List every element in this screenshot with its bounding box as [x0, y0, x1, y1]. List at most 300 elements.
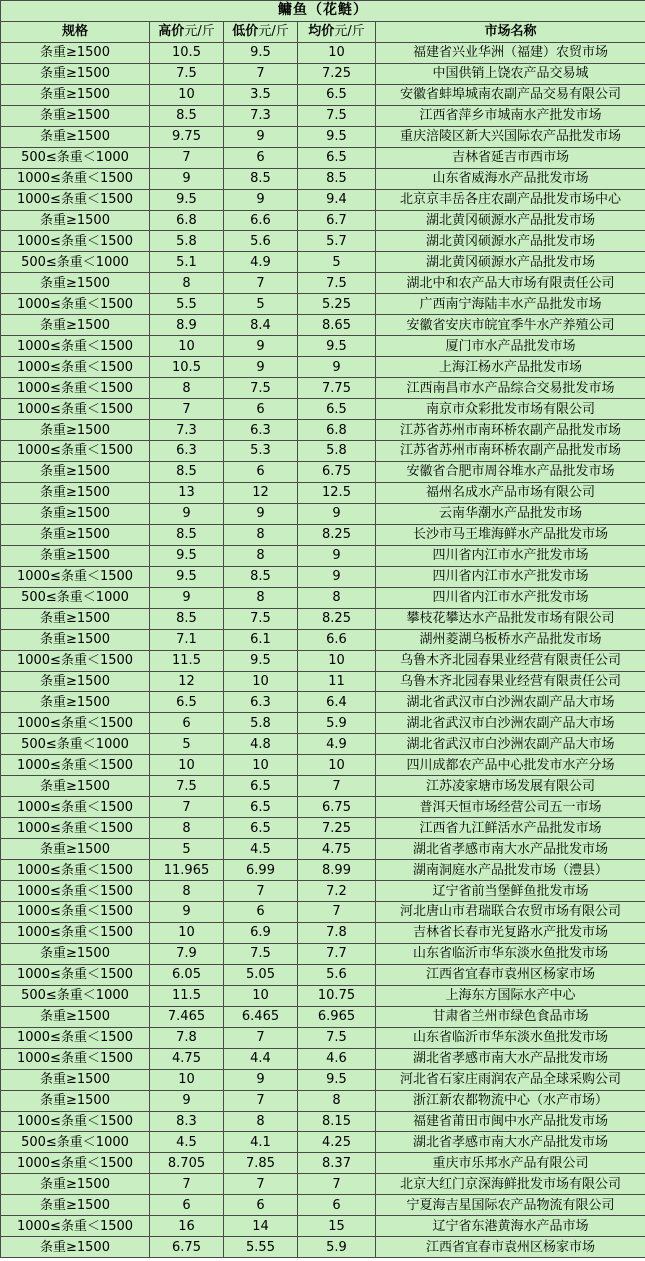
- cell-low: 7: [224, 63, 298, 84]
- cell-spec: 1000≤条重＜1500: [1, 964, 150, 985]
- cell-high: 9.5: [150, 545, 224, 566]
- cell-avg: 7.25: [298, 818, 376, 839]
- cell-spec: 1000≤条重＜1500: [1, 378, 150, 399]
- cell-high: 7.5: [150, 776, 224, 797]
- cell-avg: 6.7: [298, 210, 376, 231]
- table-row: [1, 901, 645, 922]
- cell-spec: 1000≤条重＜1500: [1, 797, 150, 818]
- cell-low: 9: [224, 1069, 298, 1090]
- cell-high: 8.3: [150, 1111, 224, 1132]
- table-row: [1, 881, 645, 902]
- table-row: [1, 503, 645, 524]
- cell-avg: 7: [298, 776, 376, 797]
- table-row: [1, 1174, 645, 1195]
- cell-market: 云南华潮水产品批发市场: [376, 503, 645, 524]
- cell-avg: 10: [298, 755, 376, 776]
- cell-avg: 11: [298, 671, 376, 692]
- cell-market: 重庆涪陵区新大兴国际农产品批发市场: [376, 126, 645, 147]
- table-row: [1, 357, 645, 378]
- cell-low: 5.55: [224, 1237, 298, 1258]
- cell-market: 北京大红门京深海鲜批发市场有限公司: [376, 1174, 645, 1195]
- cell-low: 7: [224, 273, 298, 294]
- cell-low: 7: [224, 881, 298, 902]
- cell-market: 江苏省苏州市南环桥农副产品批发市场: [376, 420, 645, 441]
- cell-spec: 1000≤条重＜1500: [1, 713, 150, 734]
- cell-low: 9: [224, 189, 298, 210]
- cell-avg: 7.75: [298, 378, 376, 399]
- cell-high: 10: [150, 755, 224, 776]
- table-row: [1, 168, 645, 189]
- cell-low: 6.9: [224, 922, 298, 943]
- cell-high: 10.5: [150, 357, 224, 378]
- cell-spec: 条重≥1500: [1, 42, 150, 63]
- table-row: [1, 378, 645, 399]
- cell-high: 8.5: [150, 608, 224, 629]
- cell-low: 6.3: [224, 692, 298, 713]
- header-row: [1, 21, 645, 42]
- cell-spec: 500≤条重＜1000: [1, 587, 150, 608]
- table-row: [1, 1153, 645, 1174]
- cell-spec: 1000≤条重＜1500: [1, 1216, 150, 1237]
- cell-spec: 500≤条重＜1000: [1, 1132, 150, 1153]
- cell-high: 12: [150, 671, 224, 692]
- cell-market: 山东省临沂市华东淡水鱼批发市场: [376, 943, 645, 964]
- table-row: [1, 629, 645, 650]
- cell-spec: 条重≥1500: [1, 210, 150, 231]
- cell-avg: 9: [298, 545, 376, 566]
- cell-spec: 1000≤条重＜1500: [1, 1153, 150, 1174]
- cell-market: 四川省内江市水产批发市场: [376, 545, 645, 566]
- cell-market: 山东省临沂市华东淡水鱼批发市场: [376, 1027, 645, 1048]
- cell-avg: 6.965: [298, 1006, 376, 1027]
- cell-market: 湖南洞庭水产品批发市场（澧县）: [376, 860, 645, 881]
- cell-avg: 9.5: [298, 336, 376, 357]
- cell-avg: 10.75: [298, 985, 376, 1006]
- cell-low: 8: [224, 545, 298, 566]
- header-high: [150, 21, 224, 42]
- cell-spec: 条重≥1500: [1, 671, 150, 692]
- table-row: [1, 587, 645, 608]
- cell-spec: 条重≥1500: [1, 776, 150, 797]
- cell-spec: 条重≥1500: [1, 545, 150, 566]
- cell-avg: 6.8: [298, 420, 376, 441]
- cell-market: 湖北黄冈硕源水产品批发市场: [376, 231, 645, 252]
- cell-market: 湖北省孝感市南大水产品批发市场: [376, 839, 645, 860]
- cell-low: 9: [224, 336, 298, 357]
- cell-spec: 1000≤条重＜1500: [1, 441, 150, 462]
- cell-high: 10: [150, 336, 224, 357]
- cell-avg: 9: [298, 503, 376, 524]
- cell-high: 9: [150, 168, 224, 189]
- cell-avg: 5.9: [298, 713, 376, 734]
- table-body: [1, 42, 645, 1257]
- cell-market: 江西省宜春市袁州区杨家市场: [376, 1237, 645, 1258]
- cell-spec: 1000≤条重＜1500: [1, 818, 150, 839]
- cell-high: 10: [150, 84, 224, 105]
- cell-spec: 1000≤条重＜1500: [1, 755, 150, 776]
- cell-avg: 7.2: [298, 881, 376, 902]
- cell-market: 江西省宜春市袁州区杨家市场: [376, 964, 645, 985]
- cell-low: 6: [224, 901, 298, 922]
- cell-avg: 9.4: [298, 189, 376, 210]
- cell-high: 9: [150, 901, 224, 922]
- cell-market: 安徽省蚌埠城南农副产品交易有限公司: [376, 84, 645, 105]
- cell-spec: 1000≤条重＜1500: [1, 1027, 150, 1048]
- table-row: [1, 315, 645, 336]
- header-avg-label: 均价: [308, 24, 335, 40]
- cell-avg: 5.8: [298, 441, 376, 462]
- cell-market: 湖北黄冈硕源水产品批发市场: [376, 210, 645, 231]
- cell-market: 安徽省合肥市周谷堆水产品批发市场: [376, 461, 645, 482]
- cell-low: 9: [224, 126, 298, 147]
- cell-spec: 条重≥1500: [1, 315, 150, 336]
- cell-spec: 条重≥1500: [1, 839, 150, 860]
- cell-market: 江西省萍乡市城南水产批发市场: [376, 105, 645, 126]
- cell-low: 6.5: [224, 797, 298, 818]
- cell-low: 10: [224, 755, 298, 776]
- cell-spec: 1000≤条重＜1500: [1, 399, 150, 420]
- table-row: [1, 147, 645, 168]
- cell-spec: 500≤条重＜1000: [1, 734, 150, 755]
- table-row: [1, 252, 645, 273]
- table-row: [1, 1195, 645, 1216]
- cell-low: 10: [224, 671, 298, 692]
- cell-market: 乌鲁木齐北园春果业经营有限责任公司: [376, 671, 645, 692]
- cell-high: 7: [150, 797, 224, 818]
- cell-avg: 4.6: [298, 1048, 376, 1069]
- cell-market: 湖北省武汉市白沙洲农副产品大市场: [376, 713, 645, 734]
- table-row: [1, 755, 645, 776]
- cell-market: 北京京丰岳各庄农副产品批发市场中心: [376, 189, 645, 210]
- cell-high: 9.5: [150, 566, 224, 587]
- cell-avg: 8.5: [298, 168, 376, 189]
- cell-high: 7.3: [150, 420, 224, 441]
- header-high-unit: 元/斤: [184, 24, 215, 40]
- cell-low: 6.1: [224, 629, 298, 650]
- table-row: [1, 797, 645, 818]
- cell-avg: 5.25: [298, 294, 376, 315]
- cell-market: 长沙市马王堆海鲜水产品批发市场: [376, 524, 645, 545]
- cell-high: 9: [150, 1090, 224, 1111]
- cell-low: 7: [224, 1090, 298, 1111]
- cell-avg: 7.5: [298, 273, 376, 294]
- cell-low: 5: [224, 294, 298, 315]
- table-row: [1, 839, 645, 860]
- cell-market: 四川成都农产品中心批发市水产分场: [376, 755, 645, 776]
- cell-spec: 条重≥1500: [1, 503, 150, 524]
- cell-high: 8: [150, 818, 224, 839]
- cell-spec: 条重≥1500: [1, 608, 150, 629]
- cell-high: 7.8: [150, 1027, 224, 1048]
- cell-spec: 条重≥1500: [1, 943, 150, 964]
- table-row: [1, 1006, 645, 1027]
- cell-spec: 1000≤条重＜1500: [1, 901, 150, 922]
- cell-avg: 5.9: [298, 1237, 376, 1258]
- table-row: [1, 818, 645, 839]
- cell-avg: 6: [298, 1195, 376, 1216]
- cell-high: 5.5: [150, 294, 224, 315]
- cell-high: 8.705: [150, 1153, 224, 1174]
- cell-avg: 6.75: [298, 461, 376, 482]
- cell-market: 江西南昌市水产品综合交易批发市场: [376, 378, 645, 399]
- header-avg: [298, 21, 376, 42]
- cell-high: 9.75: [150, 126, 224, 147]
- cell-market: 湖北省孝感市南大水产品批发市场: [376, 1048, 645, 1069]
- table-row: [1, 105, 645, 126]
- header-low-label: 低价: [232, 24, 259, 40]
- cell-high: 5.8: [150, 231, 224, 252]
- cell-low: 7.5: [224, 378, 298, 399]
- cell-market: 福建省莆田市闽中水产品批发市场: [376, 1111, 645, 1132]
- cell-market: 重庆市乐邦水产品有限公司: [376, 1153, 645, 1174]
- cell-market: 吉林省长春市光复路水产批发市场: [376, 922, 645, 943]
- cell-high: 7.5: [150, 63, 224, 84]
- cell-avg: 7.5: [298, 105, 376, 126]
- table-row: [1, 1111, 645, 1132]
- cell-spec: 条重≥1500: [1, 105, 150, 126]
- table-row: [1, 713, 645, 734]
- table-row: [1, 210, 645, 231]
- cell-market: 湖北省武汉市白沙洲农副产品大市场: [376, 692, 645, 713]
- cell-market: 江苏凌家塘市场发展有限公司: [376, 776, 645, 797]
- cell-market: 安徽省安庆市皖宜季牛水产养殖公司: [376, 315, 645, 336]
- cell-low: 7: [224, 1027, 298, 1048]
- cell-market: 四川省内江市水产批发市场: [376, 587, 645, 608]
- cell-low: 4.1: [224, 1132, 298, 1153]
- cell-low: 3.5: [224, 84, 298, 105]
- cell-spec: 条重≥1500: [1, 482, 150, 503]
- cell-low: 8.5: [224, 566, 298, 587]
- cell-avg: 5.6: [298, 964, 376, 985]
- cell-high: 16: [150, 1216, 224, 1237]
- cell-high: 6.5: [150, 692, 224, 713]
- cell-spec: 1000≤条重＜1500: [1, 231, 150, 252]
- cell-avg: 5: [298, 252, 376, 273]
- cell-high: 10.5: [150, 42, 224, 63]
- cell-market: 江西省九江鲜活水产品批发市场: [376, 818, 645, 839]
- cell-spec: 条重≥1500: [1, 1195, 150, 1216]
- cell-low: 6.99: [224, 860, 298, 881]
- cell-market: 上海东方国际水产中心: [376, 985, 645, 1006]
- table-row: [1, 943, 645, 964]
- cell-high: 8.5: [150, 105, 224, 126]
- cell-avg: 10: [298, 650, 376, 671]
- table-row: [1, 1237, 645, 1258]
- cell-avg: 9: [298, 566, 376, 587]
- cell-low: 9: [224, 503, 298, 524]
- cell-low: 7.5: [224, 943, 298, 964]
- table-row: [1, 1069, 645, 1090]
- header-high-label: 高价: [158, 24, 185, 40]
- cell-high: 8.5: [150, 461, 224, 482]
- cell-high: 8: [150, 378, 224, 399]
- cell-high: 4.75: [150, 1048, 224, 1069]
- table-row: [1, 964, 645, 985]
- table-title: 鳙鱼（花鲢）: [1, 1, 645, 22]
- table-row: [1, 671, 645, 692]
- table-row: [1, 1216, 645, 1237]
- cell-low: 5.6: [224, 231, 298, 252]
- cell-market: 湖州菱湖乌板桥水产品批发市场: [376, 629, 645, 650]
- cell-spec: 1000≤条重＜1500: [1, 922, 150, 943]
- cell-market: 南京市众彩批发市场有限公司: [376, 399, 645, 420]
- cell-low: 9.5: [224, 650, 298, 671]
- table-row: [1, 294, 645, 315]
- cell-market: 中国供销上饶农产品交易城: [376, 63, 645, 84]
- cell-spec: 条重≥1500: [1, 461, 150, 482]
- table-row: [1, 420, 645, 441]
- cell-high: 5.1: [150, 252, 224, 273]
- cell-market: 福州名成水产品市场有限公司: [376, 482, 645, 503]
- table-row: [1, 461, 645, 482]
- cell-low: 4.4: [224, 1048, 298, 1069]
- cell-low: 4.5: [224, 839, 298, 860]
- cell-market: 上海江杨水产品批发市场: [376, 357, 645, 378]
- cell-market: 河北省石家庄雨润农产品全球采购公司: [376, 1069, 645, 1090]
- cell-market: 湖北省孝感市南大水产品批发市场: [376, 1132, 645, 1153]
- cell-avg: 8.65: [298, 315, 376, 336]
- cell-avg: 7.8: [298, 922, 376, 943]
- cell-avg: 7: [298, 1174, 376, 1195]
- header-low: [224, 21, 298, 42]
- cell-low: 8: [224, 587, 298, 608]
- table-row: [1, 524, 645, 545]
- cell-spec: 1000≤条重＜1500: [1, 357, 150, 378]
- cell-spec: 条重≥1500: [1, 1090, 150, 1111]
- cell-market: 江苏省苏州市南环桥农副产品批发市场: [376, 441, 645, 462]
- cell-low: 5.8: [224, 713, 298, 734]
- cell-market: 普洱天恒市场经营公司五一市场: [376, 797, 645, 818]
- cell-high: 11.965: [150, 860, 224, 881]
- table-row: [1, 273, 645, 294]
- cell-spec: 条重≥1500: [1, 420, 150, 441]
- cell-high: 8: [150, 273, 224, 294]
- cell-market: 辽宁省东港黄海水产品市场: [376, 1216, 645, 1237]
- cell-avg: 5.7: [298, 231, 376, 252]
- cell-market: 厦门市水产品批发市场: [376, 336, 645, 357]
- cell-avg: 8.15: [298, 1111, 376, 1132]
- table-row: [1, 922, 645, 943]
- table-row: [1, 231, 645, 252]
- cell-high: 11.5: [150, 650, 224, 671]
- cell-low: 4.9: [224, 252, 298, 273]
- table-row: [1, 985, 645, 1006]
- cell-avg: 4.9: [298, 734, 376, 755]
- table-row: [1, 336, 645, 357]
- cell-low: 5.05: [224, 964, 298, 985]
- cell-avg: 8.25: [298, 608, 376, 629]
- cell-low: 6: [224, 147, 298, 168]
- cell-market: 湖北黄冈硕源水产品批发市场: [376, 252, 645, 273]
- header-spec: 规格: [1, 21, 150, 42]
- cell-spec: 1000≤条重＜1500: [1, 1048, 150, 1069]
- cell-high: 6.05: [150, 964, 224, 985]
- cell-market: 湖北省武汉市白沙洲农副产品大市场: [376, 734, 645, 755]
- cell-low: 8: [224, 524, 298, 545]
- cell-high: 6: [150, 1195, 224, 1216]
- cell-high: 7.1: [150, 629, 224, 650]
- cell-market: 四川省内江市水产批发市场: [376, 566, 645, 587]
- table-row: [1, 1048, 645, 1069]
- table-row: [1, 608, 645, 629]
- cell-high: 7.9: [150, 943, 224, 964]
- cell-spec: 500≤条重＜1000: [1, 985, 150, 1006]
- cell-spec: 1000≤条重＜1500: [1, 294, 150, 315]
- cell-high: 6: [150, 713, 224, 734]
- cell-high: 9: [150, 503, 224, 524]
- cell-high: 7: [150, 1174, 224, 1195]
- cell-high: 13: [150, 482, 224, 503]
- cell-low: 7.85: [224, 1153, 298, 1174]
- cell-high: 6.3: [150, 441, 224, 462]
- cell-low: 7.3: [224, 105, 298, 126]
- cell-low: 6: [224, 461, 298, 482]
- cell-low: 9.5: [224, 42, 298, 63]
- table-row: [1, 1090, 645, 1111]
- cell-spec: 条重≥1500: [1, 1237, 150, 1258]
- cell-avg: 7: [298, 901, 376, 922]
- cell-high: 9.5: [150, 189, 224, 210]
- cell-high: 8.9: [150, 315, 224, 336]
- cell-low: 8: [224, 1111, 298, 1132]
- title-row: [1, 1, 645, 22]
- cell-low: 8.5: [224, 168, 298, 189]
- cell-avg: 6.5: [298, 399, 376, 420]
- cell-spec: 条重≥1500: [1, 126, 150, 147]
- cell-spec: 500≤条重＜1000: [1, 147, 150, 168]
- cell-spec: 条重≥1500: [1, 273, 150, 294]
- table-row: [1, 441, 645, 462]
- cell-high: 7: [150, 147, 224, 168]
- cell-market: 浙江新农都物流中心（水产市场）: [376, 1090, 645, 1111]
- cell-avg: 6.5: [298, 147, 376, 168]
- cell-market: 吉林省延吉市西市场: [376, 147, 645, 168]
- cell-low: 8.4: [224, 315, 298, 336]
- table-row: [1, 84, 645, 105]
- cell-avg: 8.99: [298, 860, 376, 881]
- cell-spec: 条重≥1500: [1, 629, 150, 650]
- cell-low: 6: [224, 399, 298, 420]
- cell-low: 6.3: [224, 420, 298, 441]
- table-row: [1, 860, 645, 881]
- cell-avg: 6.75: [298, 797, 376, 818]
- cell-low: 10: [224, 985, 298, 1006]
- cell-spec: 500≤条重＜1000: [1, 252, 150, 273]
- cell-avg: 4.75: [298, 839, 376, 860]
- cell-market: 宁夏海吉星国际农产品物流有限公司: [376, 1195, 645, 1216]
- table-row: [1, 566, 645, 587]
- cell-avg: 8: [298, 587, 376, 608]
- cell-market: 甘肃省兰州市绿色食品市场: [376, 1006, 645, 1027]
- table-row: [1, 650, 645, 671]
- cell-low: 6: [224, 1195, 298, 1216]
- cell-spec: 条重≥1500: [1, 692, 150, 713]
- cell-avg: 7.5: [298, 1027, 376, 1048]
- header-market: 市场名称: [376, 21, 645, 42]
- cell-avg: 7.7: [298, 943, 376, 964]
- cell-high: 6.75: [150, 1237, 224, 1258]
- header-low-unit: 元/斤: [258, 24, 289, 40]
- cell-spec: 1000≤条重＜1500: [1, 336, 150, 357]
- cell-avg: 9: [298, 357, 376, 378]
- cell-spec: 条重≥1500: [1, 1174, 150, 1195]
- cell-spec: 条重≥1500: [1, 1006, 150, 1027]
- cell-avg: 12.5: [298, 482, 376, 503]
- cell-high: 10: [150, 1069, 224, 1090]
- cell-spec: 1000≤条重＜1500: [1, 650, 150, 671]
- cell-low: 7.5: [224, 608, 298, 629]
- cell-spec: 条重≥1500: [1, 1069, 150, 1090]
